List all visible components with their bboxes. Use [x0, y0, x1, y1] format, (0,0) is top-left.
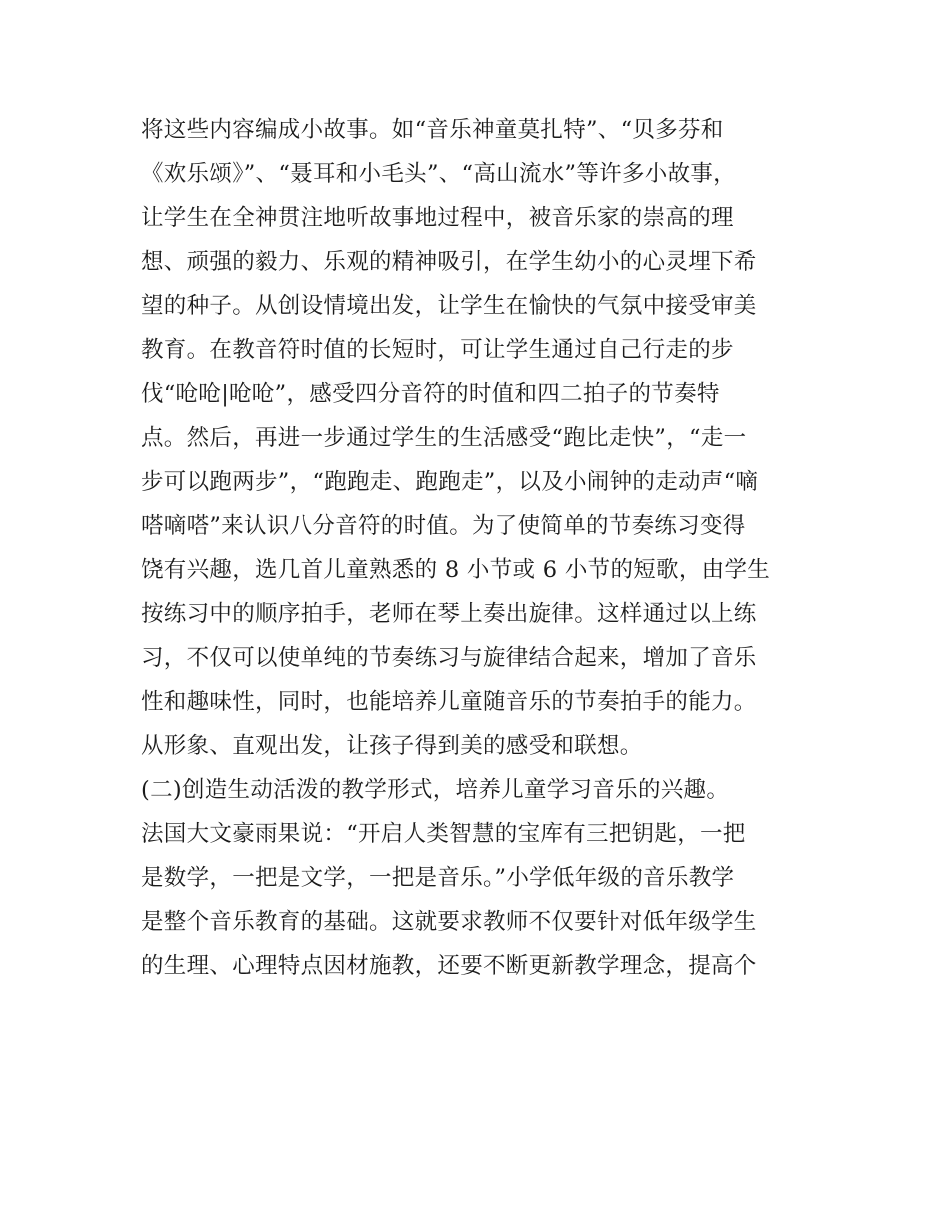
text-line: 是数学，一把是文学，一把是音乐。”小学低年级的音乐教学: [141, 865, 735, 891]
section-heading: (二)创造生动活泼的教学形式，培养儿童学习音乐的兴趣。: [141, 777, 730, 803]
text-line: 法国大文豪雨果说：“开启人类智慧的宝库有三把钥匙，一把: [141, 821, 746, 847]
text-line: 让学生在全神贯注地听故事地过程中，被音乐家的崇高的理: [141, 205, 734, 231]
text-line: 习，不仅可以使单纯的节奏练习与旋律结合起来，增加了音乐: [141, 645, 757, 671]
text-line: 教育。在教音符时值的长短时，可让学生通过自己行走的步: [141, 337, 734, 363]
text-line: 的生理、心理特点因材施教，还要不断更新教学理念，提高个: [141, 953, 757, 979]
text-line: 望的种子。从创设情境出发，让学生在愉快的气氛中接受审美: [141, 293, 757, 319]
text-line: 将这些内容编成小故事。如“音乐神童莫扎特”、“贝多芬和: [141, 117, 724, 143]
text-line: 从形象、直观出发，让孩子得到美的感受和联想。: [141, 733, 643, 759]
text-line: 性和趣味性，同时，也能培养儿童随音乐的节奏拍手的能力。: [141, 689, 757, 715]
text-line: 想、顽强的毅力、乐观的精神吸引，在学生幼小的心灵埋下希: [141, 249, 757, 275]
body-text: [141, 108, 821, 988]
text-line: 步可以跑两步”，“跑跑走、跑跑走”，以及小闹钟的走动声“嘀: [141, 469, 759, 495]
text-line: 嗒嘀嗒”来认识八分音符的时值。为了使简单的节奏练习变得: [141, 513, 746, 539]
text-line: 是整个音乐教育的基础。这就要求教师不仅要针对低年级学生: [141, 909, 757, 935]
text-line: 《欢乐颂》”、“聂耳和小毛头”、“高山流水”等许多小故事，: [141, 161, 736, 187]
text-line: 按练习中的顺序拍手，老师在琴上奏出旋律。这样通过以上练: [141, 601, 757, 627]
text-line: 点。然后，再进一步通过学生的生活感受“跑比走快”，“走一: [141, 425, 747, 451]
text-line: 饶有兴趣，选几首儿童熟悉的 8 小节或 6 小节的短歌，由学生: [141, 557, 771, 583]
text-line: 伐“呛呛|呛呛”，感受四分音符的时值和四二拍子的节奏特: [141, 381, 720, 407]
